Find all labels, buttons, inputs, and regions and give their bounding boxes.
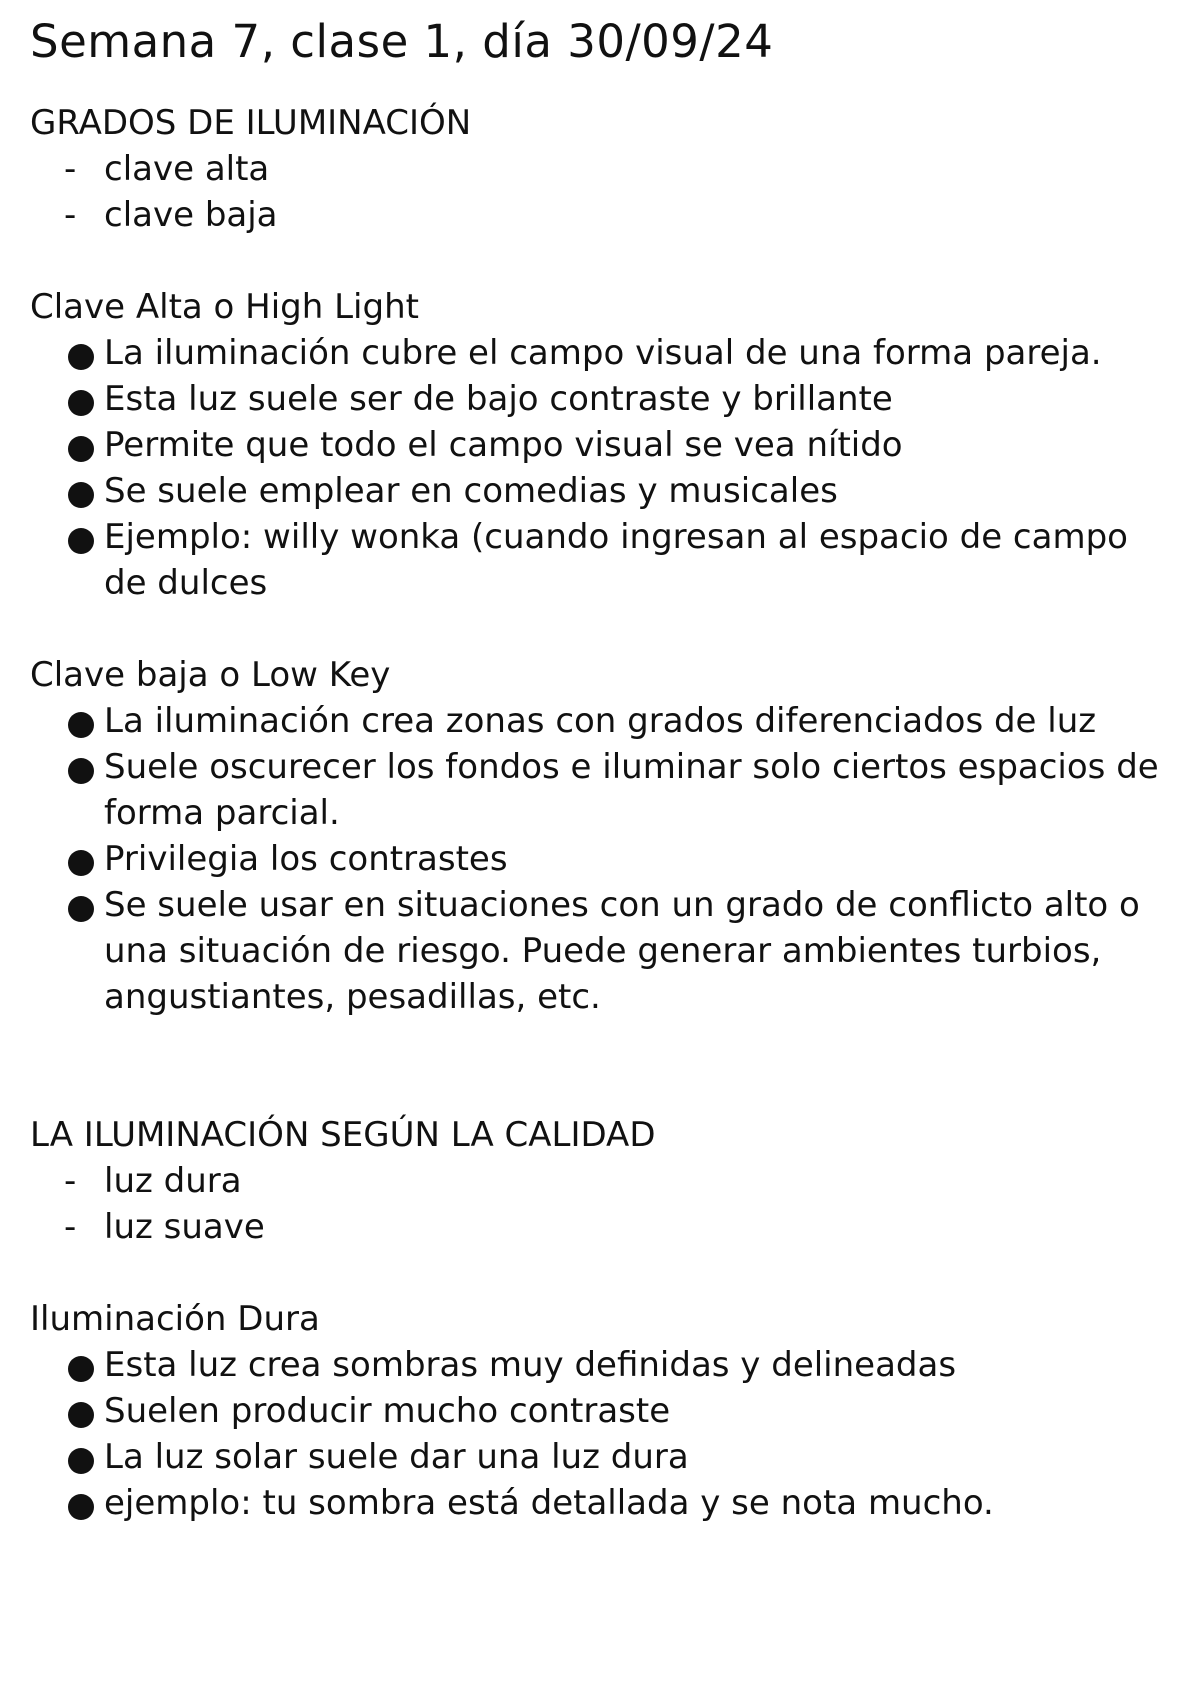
spacer	[30, 1250, 1170, 1296]
list-item: Se suele emplear en comedias y musicales	[30, 468, 1170, 514]
list-item: - luz dura	[30, 1158, 1170, 1204]
list-item: Ejemplo: willy wonka (cuando ingresan al espacio de campo de dulces	[30, 514, 1170, 606]
list-item: La iluminación cubre el campo visual de una forma pareja.	[30, 330, 1170, 376]
list-item: Esta luz crea sombras muy definidas y delineadas	[30, 1342, 1170, 1388]
list-item: - clave alta	[30, 146, 1170, 192]
section-heading-dura: Iluminación Dura	[30, 1299, 320, 1339]
spacer	[30, 238, 1170, 284]
page-title: Semana 7, clase 1, día 30/09/24	[30, 15, 774, 68]
list-item: Esta luz suele ser de bajo contraste y brillante	[30, 376, 1170, 422]
section-heading-grados: GRADOS DE ILUMINACIÓN	[30, 103, 472, 143]
dash-list-calidad	[30, 1158, 1170, 1250]
list-item: Suele oscurecer los fondos e iluminar solo ciertos espacios de forma parcial.	[30, 744, 1170, 836]
section-heading-clave-baja: Clave baja o Low Key	[30, 655, 391, 695]
list-item: Permite que todo el campo visual se vea nítido	[30, 422, 1170, 468]
section-heading-clave-alta: Clave Alta o High Light	[30, 287, 419, 327]
list-item: - luz suave	[30, 1204, 1170, 1250]
list-item: La luz solar suele dar una luz dura	[30, 1434, 1170, 1480]
list-item: Suelen producir mucho contraste	[30, 1388, 1170, 1434]
spacer	[30, 1020, 1170, 1112]
list-item: La iluminación crea zonas con grados diferenciados de luz	[30, 698, 1170, 744]
list-item: Privilegia los contrastes	[30, 836, 1170, 882]
section-heading-calidad: LA ILUMINACIÓN SEGÚN LA CALIDAD	[30, 1115, 656, 1155]
list-item: Se suele usar en situaciones con un grado de conflicto alto o una situación de riesgo. Puede generar ambientes turbios, angustiantes, pesadillas, etc.	[30, 882, 1170, 1020]
list-item: ejemplo: tu sombra está detallada y se nota mucho.	[30, 1480, 1170, 1526]
bullet-list-clave-alta	[30, 330, 1170, 606]
spacer	[30, 606, 1170, 652]
list-item: - clave baja	[30, 192, 1170, 238]
bullet-list-dura	[30, 1342, 1170, 1526]
bullet-list-clave-baja	[30, 698, 1170, 1020]
dash-list-grados	[30, 146, 1170, 238]
